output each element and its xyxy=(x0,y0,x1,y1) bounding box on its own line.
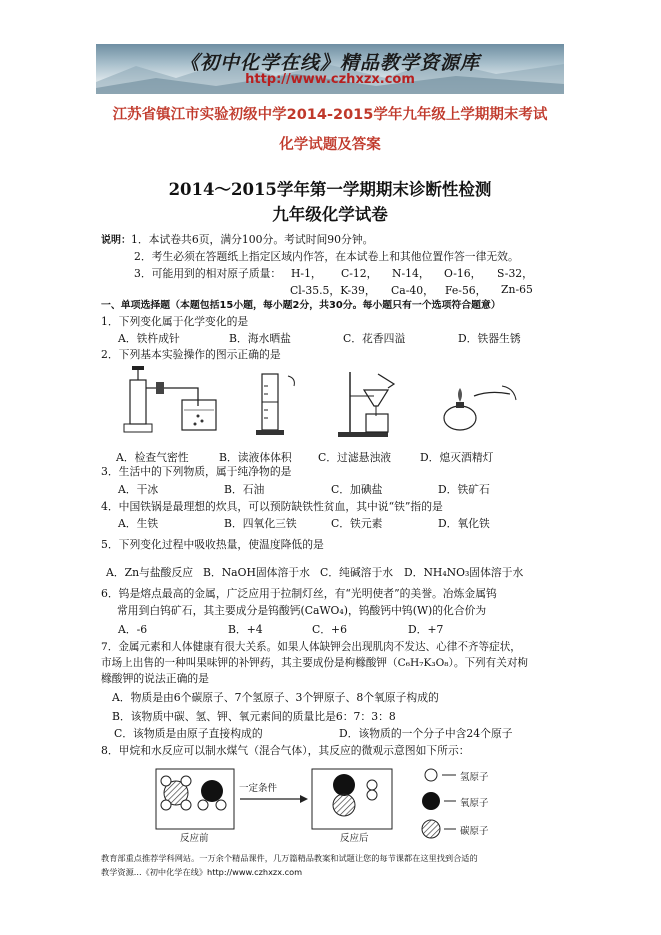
legend-hydrogen-label: 氢原子 xyxy=(460,772,489,783)
q1-option-a[interactable]: A．铁杵成针 xyxy=(118,332,180,345)
co-molecule xyxy=(333,774,355,816)
oxygen-atom xyxy=(201,780,223,802)
footer-line-2: 教学资源...《初中化学在线》http://www.czhxzx.com xyxy=(101,867,303,877)
q6-option-a[interactable]: A．-6 xyxy=(118,623,148,636)
methane-molecule xyxy=(161,776,191,810)
q4-stem: 4．中国铁锅是最理想的炊具，可以预防缺铁性贫血，其中说“铁”指的是 xyxy=(101,500,443,513)
hydrogen-atom xyxy=(161,776,171,786)
q1-option-b[interactable]: B．海水晒盐 xyxy=(229,332,291,345)
q7-stem-line-1: 7．金属元素和人体健康有很大关系。如果人体缺钾会出现肌肉不发达、心律不齐等症状， xyxy=(101,641,521,653)
mass-n: N-14， xyxy=(392,267,430,280)
q1-option-c[interactable]: C．花香四溢 xyxy=(343,332,406,345)
q6-option-d[interactable]: D．+7 xyxy=(408,623,444,636)
banner-title: 《初中化学在线》精品教学资源库 xyxy=(179,52,480,74)
mass-o: O-16， xyxy=(444,267,482,280)
hydrogen-atom xyxy=(198,800,208,810)
q6-stem-line-1: 6．钨是熔点最高的金属，广泛应用于拉制灯丝，有“光明使者”的美誉。冶炼金属钨 xyxy=(101,587,497,600)
airtight-check-figure-icon xyxy=(118,366,230,438)
q7-option-a[interactable]: A．物质是由6个碳原子、7个氢原子、3个钾原子、8个氧原子构成的 xyxy=(112,691,439,704)
q5-stem: 5．下列变化过程中吸收热量，使温度降低的是 xyxy=(101,538,324,551)
exam-subtitle: 九年级化学试卷 xyxy=(272,205,388,224)
q7-option-d[interactable]: D．该物质的一个分子中含24个原子 xyxy=(339,727,513,740)
exam-title: 2014～2015学年第一学期期末诊断性检测 xyxy=(168,180,492,199)
q7-option-c[interactable]: C．该物质是由原子直接构成的 xyxy=(114,727,263,740)
q3-stem: 3．生活中的下列物质，属于纯净物的是 xyxy=(101,465,292,478)
q5-option-b[interactable]: B．NaOH固体溶于水 xyxy=(203,566,310,579)
q1-stem: 1．下列变化属于化学变化的是 xyxy=(101,315,249,328)
legend-oxygen-label: 氧原子 xyxy=(460,798,489,809)
hydrogen-atom xyxy=(367,780,377,790)
hydrogen-atom xyxy=(181,776,191,786)
mass-ca: Ca-40， xyxy=(391,284,434,297)
q2-option-b[interactable]: B．读液体体积 xyxy=(219,451,292,464)
q6-option-c[interactable]: C．+6 xyxy=(312,623,347,636)
q7-option-b[interactable]: B．该物质中碳、氢、钾、氧元素间的质量比是6：7：3：8 xyxy=(112,710,396,723)
hydrogen-atom xyxy=(367,790,377,800)
q3-option-a[interactable]: A．干冰 xyxy=(118,483,159,496)
q6-option-b[interactable]: B．+4 xyxy=(228,623,263,636)
q8-stem: 8．甲烷和水反应可以制水煤气（混合气体），其反应的微观示意图如下所示： xyxy=(101,744,470,757)
notes-line-1 xyxy=(101,232,373,249)
filtration-figure-icon xyxy=(330,366,416,438)
q2-option-c[interactable]: C．过滤悬浊液 xyxy=(318,451,392,464)
q7-stem-line-3: 橼酸钾的说法正确的是 xyxy=(101,672,209,685)
document-subtitle: 化学试题及答案 xyxy=(279,137,381,153)
after-label: 反应后 xyxy=(340,833,369,844)
hydrogen-atom xyxy=(181,800,191,810)
section-heading: 一、单项选择题（本题包括15小题，每小题2分，共30分。每小题只有一个选项符合题意） xyxy=(101,300,501,311)
header-banner xyxy=(96,44,564,94)
hydrogen-atom xyxy=(216,800,226,810)
q2-stem: 2．下列基本实验操作的图示正确的是 xyxy=(101,348,281,361)
banner-url[interactable]: http://www.czhxzx.com xyxy=(245,72,415,87)
legend-carbon-symbol xyxy=(422,820,440,838)
q2-option-d[interactable]: D．熄灭酒精灯 xyxy=(420,451,494,464)
document-title: 江苏省镇江市实验初级中学2014-2015学年九年级上学期期末考试 xyxy=(112,107,548,123)
q5-option-c[interactable]: C．纯碱溶于水 xyxy=(320,566,394,579)
note-2: 2．考生必须在答题纸上指定区域内作答，在本试卷上和其他位置作答一律无效。 xyxy=(134,250,519,263)
q4-option-b[interactable]: B．四氧化三铁 xyxy=(224,517,297,530)
mass-cl-k: Cl-35.5，K-39， xyxy=(290,284,376,297)
q6-stem-line-2: 常用到白钨矿石，其主要成分是钨酸钙(CaWO₄)，钨酸钙中钨(W)的化合价为 xyxy=(117,604,487,617)
q2-option-a[interactable]: A．检查气密性 xyxy=(116,451,189,464)
mass-h: H-1， xyxy=(291,267,322,280)
mass-fe: Fe-56， xyxy=(445,284,487,297)
mass-zn: Zn-65 xyxy=(501,283,533,296)
before-label: 反应前 xyxy=(180,833,209,844)
graduated-cylinder-figure-icon xyxy=(238,366,308,438)
footer-line-1: 教育部重点推荐学科网站。一万余个精品课件，几万篇精品教案和试题让您的每节课都在这里找到合适的 xyxy=(101,853,478,863)
q4-option-a[interactable]: A．生铁 xyxy=(118,517,159,530)
legend-carbon-label: 碳原子 xyxy=(460,826,489,837)
q3-option-d[interactable]: D．铁矿石 xyxy=(438,483,490,496)
legend-hydrogen-symbol xyxy=(425,769,437,781)
notes-label: 说明： xyxy=(101,235,131,246)
q3-option-b[interactable]: B．石油 xyxy=(224,483,265,496)
oxygen-atom xyxy=(333,774,355,796)
q3-option-c[interactable]: C．加碘盐 xyxy=(331,483,383,496)
mass-s: S-32， xyxy=(497,267,533,280)
q4-option-c[interactable]: C．铁元素 xyxy=(331,517,383,530)
q5-option-d[interactable]: D．NH₄NO₃固体溶于水 xyxy=(404,566,524,579)
q1-option-d[interactable]: D．铁器生锈 xyxy=(458,332,521,345)
q5-option-a[interactable]: A．Zn与盐酸反应 xyxy=(106,566,194,579)
water-molecule xyxy=(198,780,226,810)
mass-c: C-12， xyxy=(341,267,378,280)
q7-stem-line-2: 市场上出售的一种叫果味钾的补钾药，其主要成份是枸橼酸钾（C₆H₇K₃O₈）。下列有关对枸 xyxy=(101,657,529,669)
hydrogen-atom xyxy=(161,800,171,810)
q4-option-d[interactable]: D．氧化铁 xyxy=(438,517,490,530)
legend-oxygen-symbol xyxy=(422,792,440,810)
hydrogen-molecule xyxy=(367,780,377,800)
note-3: 3．可能用到的相对原子质量： xyxy=(134,267,282,280)
reaction-condition: 一定条件 xyxy=(239,783,278,794)
carbon-atom xyxy=(333,794,355,816)
alcohol-lamp-figure-icon xyxy=(430,366,522,438)
arrow-head xyxy=(300,795,308,803)
note-1: 1．本试卷共6页，满分100分。考试时间90分钟。 xyxy=(131,233,374,246)
